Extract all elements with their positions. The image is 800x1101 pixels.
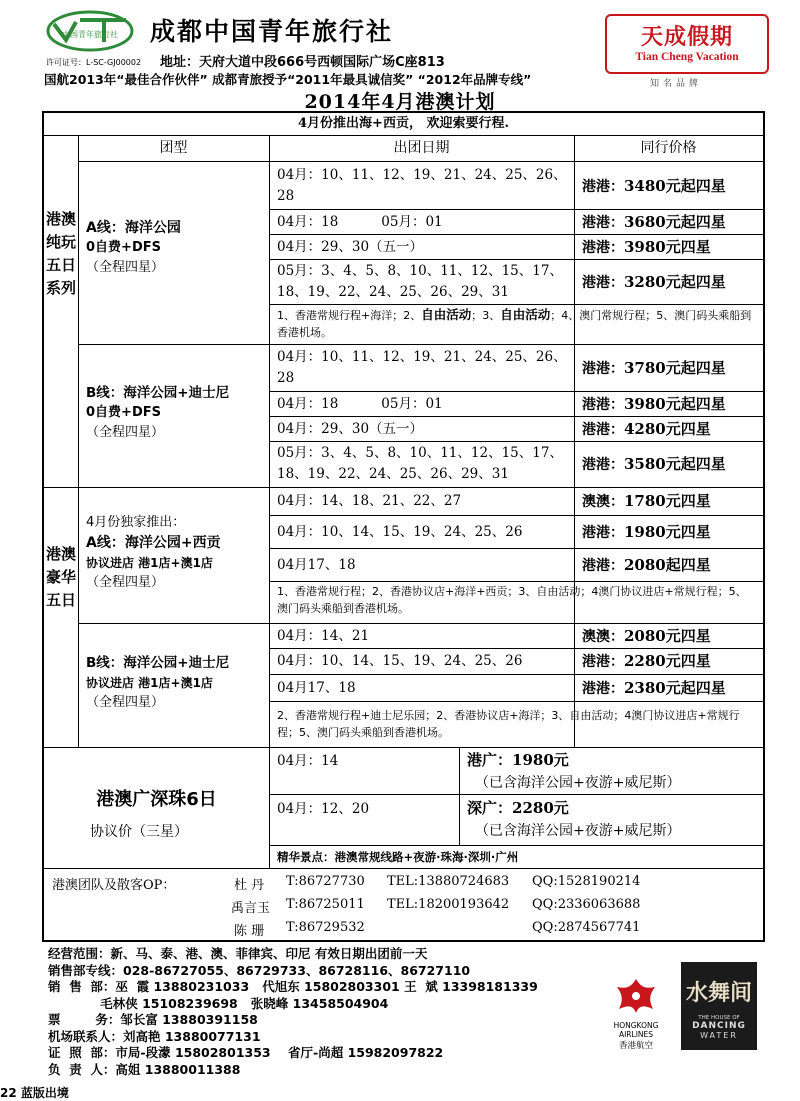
price-value: 2280元 [512, 799, 569, 817]
itinerary-note: 2、香港常规行程+迪士尼乐园；2、香港协议店+海洋；3、自由活动；4澳门协议进店+常规行程；5、澳门码头乘船到香港机场。 [277, 709, 740, 739]
price-value: 2080元四星 [624, 627, 711, 645]
contact-name: 禹言玉 [231, 901, 271, 916]
date-cell: 04月：14 [277, 753, 339, 769]
price-label: 港港： [582, 457, 624, 473]
price-label: 港港： [582, 525, 624, 541]
hk-airlines-en: HONGKONG AIRLINES [613, 1021, 659, 1039]
brand-name-en: Tian Cheng Vacation [635, 51, 739, 63]
price-label: 澳澳： [582, 629, 624, 645]
date-cell: 04月：10、11、12、19、21、24、25、26、28 [277, 167, 567, 204]
dancing-water-logo [681, 962, 757, 1050]
brand-name-cn: 天成假期 [640, 24, 733, 50]
date-cell: 04月：18 05月：01 [277, 214, 443, 230]
section-title-pure-play [44, 208, 78, 408]
price-label: 港港： [582, 361, 624, 377]
price-label: 港港： [582, 422, 624, 438]
contact-qq: QQ:1528190214 [532, 874, 641, 889]
footer-line: 销 售 部：巫 霞 13880231033 代旭东 15802803301 王 斌 13398181339 [48, 979, 538, 994]
route-s2-a [86, 513, 271, 593]
route-name: A线：海洋公园 [86, 220, 181, 236]
price-value: 1980元四星 [624, 523, 711, 541]
price-cell [459, 797, 763, 843]
license-number: 许可证号：L-SC-GJ00002 [46, 58, 142, 67]
contact-mobile: TEL:13880724683 [387, 874, 510, 889]
route-sub1: 0自费+DFS [86, 240, 161, 255]
footer-line: 负 责 人：高姐 13880011388 [48, 1061, 241, 1077]
price-label: 港港： [582, 179, 624, 195]
footer-info [48, 946, 538, 1078]
price-cell [574, 392, 763, 416]
contact-name: 陈 珊 [234, 924, 265, 939]
route-intro: 4月份独家推出： [86, 515, 186, 530]
footer-line: 机场联系人：刘高艳 13880077131 [48, 1028, 261, 1044]
agency-address: 地址：天府大道中段666号西顿国际广场C座813 [160, 55, 445, 70]
price-value: 2280元四星 [624, 652, 711, 670]
date-cell: 05月：3、4、5、8、10、11、12、15、17、18、19、22、24、25、26、29、31 [277, 445, 563, 482]
dw-big2: WATER [700, 1031, 738, 1040]
note-part: ；3、 [471, 309, 501, 322]
hongkong-airlines-logo [596, 975, 676, 1050]
date-cell: 04月：10、11、12、19、21、24、25、26、28 [277, 349, 567, 386]
date-cell: 04月：29、30（五一） [277, 421, 424, 437]
date-cell: 04月：18 05月：01 [277, 396, 443, 412]
date-cell: 04月：10、14、15、19、24、25、26 [277, 524, 523, 540]
section-title-text: 港澳纯玩五日系列 [45, 210, 76, 297]
dw-small: THE HOUSE OF [698, 1015, 740, 1021]
column-header-price: 同行价格 [640, 140, 697, 156]
route-name: B线：海洋公园+迪士尼 [86, 655, 230, 671]
note-part: 1、香港常规行程+海洋；2、 [277, 309, 422, 322]
dw-cn: 水舞间 [685, 980, 752, 1006]
price-cell [574, 260, 763, 304]
price-value: 3980元四星 [624, 238, 711, 256]
itinerary-table [42, 111, 765, 942]
header [0, 0, 800, 112]
footer-line: 票 务：邹长富 13880391158 [48, 1012, 258, 1027]
price-value: 3980元起四星 [624, 395, 726, 413]
promo-banner: 4月份推出海+西贡， 欢迎索要行程. [298, 116, 509, 131]
price-cell [574, 624, 763, 648]
route-s1-a [86, 218, 266, 278]
price-cell [574, 516, 763, 548]
itinerary-note: 1、香港常规行程；2、香港协议店+海洋+西贡；3、自由活动；4澳门协议进店+常规行程；5、澳门码头乘船到香港机场。 [277, 585, 747, 615]
price-value: 2380元起四星 [624, 679, 726, 697]
price-value: 1780元四星 [624, 492, 711, 510]
svg-text:中国青年旅行社: 中国青年旅行社 [62, 30, 118, 39]
note-part: 自由活动 [421, 307, 472, 322]
price-cell [574, 210, 763, 234]
contact-name: 杜 丹 [234, 878, 265, 893]
route-name: B线：海洋公园+迪士尼 [86, 385, 230, 401]
price-label: 港广： [467, 751, 513, 769]
route-sub: 协议价（三星） [90, 824, 188, 840]
price-value: 3780元起四星 [624, 359, 726, 377]
price-label: 港港： [582, 275, 624, 291]
highlight-spots: 精华景点：港澳常规线路+夜游·珠海·深圳·广州 [277, 850, 519, 864]
price-value: 2080起四星 [624, 556, 711, 574]
route-sub2: （全程四星） [86, 695, 165, 710]
price-cell [574, 442, 763, 486]
date-cell: 04月：12、20 [277, 801, 370, 817]
price-cell [574, 345, 763, 391]
price-cell [574, 488, 763, 515]
contacts-label: 港澳团队及散客OP： [52, 878, 176, 893]
contact-qq: QQ:2874567741 [532, 920, 641, 935]
date-cell: 04月17、18 [277, 680, 356, 696]
price-cell [574, 549, 763, 581]
price-label: 澳澳： [582, 494, 624, 510]
price-label: 港港： [582, 215, 624, 231]
contact-phone: T:86725011 [286, 897, 365, 912]
date-cell: 04月：29、30（五一） [277, 239, 424, 255]
route-sub2: （全程四星） [86, 575, 165, 590]
price-cell [459, 749, 763, 793]
price-cell [574, 675, 763, 701]
price-label: 港港： [582, 681, 624, 697]
dw-big: DANCING [692, 1021, 746, 1031]
contact-phone: T:86729532 [286, 920, 365, 935]
date-cell: 04月：14、18、21、22、27 [277, 493, 462, 509]
itinerary-note [269, 306, 763, 344]
footer-line: 经营范围：新、马、泰、港、澳、菲律宾、印尼 有效日期出团前一天 [48, 946, 428, 961]
page-title: 2014年4月港澳计划 [304, 91, 496, 113]
footer-line: 销售部专线：028-86727055、86729733、86728116、86727110 [48, 962, 471, 978]
column-header-dates: 出团日期 [393, 140, 450, 156]
agency-name: 成都中国青年旅行社 [150, 17, 394, 46]
note-part: 自由活动 [500, 307, 551, 322]
price-value: 3580元起四星 [624, 455, 726, 473]
price-label: 港港： [582, 240, 624, 256]
brand-tagline: 知名品牌 [650, 79, 703, 89]
date-cell: 04月：10、14、15、19、24、25、26 [277, 653, 523, 669]
footer-line: 证 照 部：市局-段濛 15802801353 省厅-尚超 15982097822 [48, 1045, 444, 1060]
hk-airlines-cn: 香港航空 [618, 1041, 653, 1051]
price-value: 3480元起四星 [624, 177, 726, 195]
date-cell: 05月：3、4、5、8、10、11、12、15、17、18、19、22、24、25、26、29、31 [277, 263, 563, 300]
contact-qq: QQ:2336063688 [532, 897, 641, 912]
route-sub1: 协议进店 港1店+澳1店 [86, 676, 213, 690]
price-label: 港港： [582, 654, 624, 670]
page-number: 22 蓝版出境 [0, 1086, 69, 1100]
price-cell [574, 649, 763, 674]
route-s2-b [86, 653, 271, 713]
route-s3 [44, 785, 269, 841]
route-name: A线：海洋公园+西贡 [86, 535, 221, 551]
note-part: ；4、澳门常规行程；5、澳门码头乘船到香港机场。 [277, 309, 752, 339]
price-value: 3680元起四星 [624, 213, 726, 231]
price-label: 深广： [467, 799, 513, 817]
date-cell: 04月17、18 [277, 557, 356, 573]
column-header-type: 团型 [159, 140, 188, 156]
contact-mobile: TEL:18200193642 [387, 897, 510, 912]
date-cell: 04月：14、21 [277, 628, 370, 644]
price-cell [574, 417, 763, 441]
bauhinia-icon [611, 975, 661, 1015]
price-value: 1980元 [512, 751, 569, 769]
footer-line: 毛林侠 15108239698 张晓峰 13458504904 [48, 995, 389, 1011]
brand-logo [605, 14, 769, 74]
awards-line: 国航2013年“最佳合作伙伴” 成都青旅授予“2011年最具诚信奖” “2012年品牌专线” [44, 72, 532, 87]
route-sub2: （全程四星） [86, 260, 165, 275]
cyts-logo [46, 10, 134, 52]
route-sub1: 协议进店 港1店+澳1店 [86, 556, 213, 570]
section-title-luxury [44, 543, 78, 703]
section-title-gz: 港澳广深珠6日 [96, 789, 217, 810]
route-s1-b [86, 383, 271, 443]
price-cell [574, 163, 763, 209]
price-value: 4280元四星 [624, 420, 711, 438]
section-title-text: 港澳豪华五日 [45, 545, 76, 609]
price-extra: （已含海洋公园+夜游+威尼斯） [475, 775, 681, 791]
price-value: 3280元起四星 [624, 273, 726, 291]
price-extra: （已含海洋公园+夜游+威尼斯） [475, 823, 681, 839]
route-sub2: （全程四星） [86, 425, 165, 440]
route-sub1: 0自费+DFS [86, 405, 161, 420]
contact-phone: T:86727730 [286, 874, 365, 889]
price-label: 港港： [582, 397, 624, 413]
price-cell [574, 235, 763, 259]
price-label: 港港： [582, 558, 624, 574]
